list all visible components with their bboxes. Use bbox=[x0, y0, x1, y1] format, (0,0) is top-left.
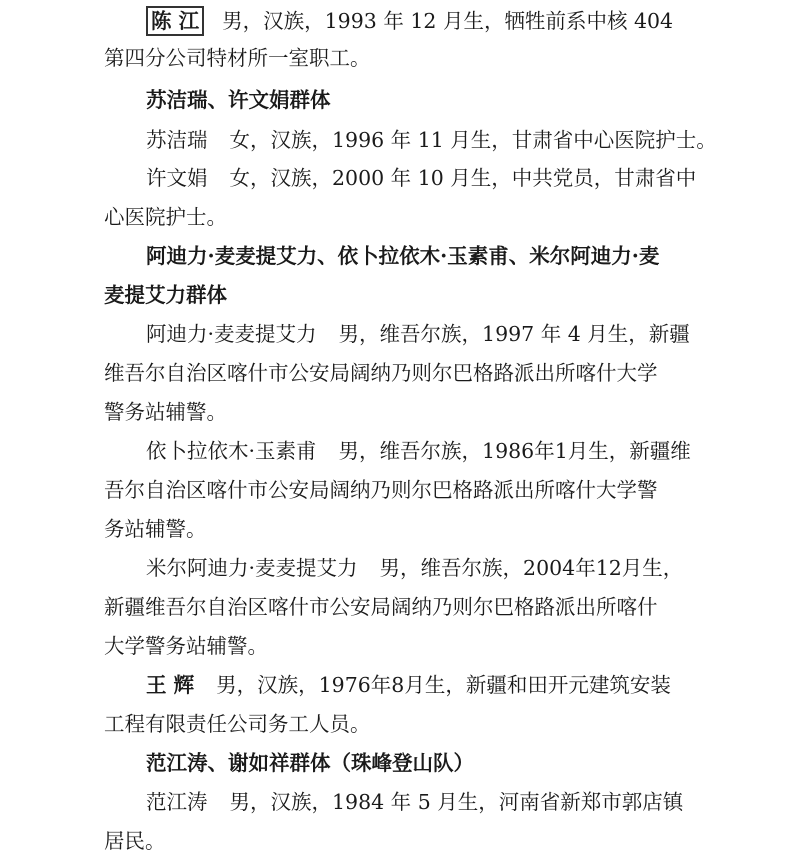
group-heading: 范江涛、谢如祥群体（珠峰登山队） bbox=[146, 751, 474, 775]
group-heading-line2: 麦提艾力群体 bbox=[104, 283, 227, 307]
entry-adili-line3: 警务站辅警。 bbox=[104, 400, 227, 424]
entry-fanjiangtao-line2: 居民。 bbox=[104, 829, 166, 853]
entry-xuwenjuan-line2: 心医院护士。 bbox=[104, 205, 227, 229]
person-name: 依卜拉依木·玉素甫 bbox=[146, 439, 317, 463]
person-name: 王 辉 bbox=[146, 673, 195, 697]
group-heading-line1: 阿迪力·麦麦提艾力、依卜拉依木·玉素甫、米尔阿迪力·麦 bbox=[146, 244, 660, 268]
entry-chenjiang-line2: 第四分公司特材所一室职工。 bbox=[104, 46, 371, 70]
person-name: 许文娟 bbox=[146, 166, 208, 190]
person-name: 米尔阿迪力·麦麦提艾力 bbox=[146, 556, 358, 580]
entry-adili-line1 bbox=[0, 321, 793, 347]
entry-text: 女，汉族，2000 年 10 月生，中共党员，甘肃省中 bbox=[229, 166, 697, 190]
entry-xuwenjuan-line1 bbox=[0, 165, 793, 191]
entry-fanjiangtao-line1 bbox=[0, 789, 793, 815]
person-name: 阿迪力·麦麦提艾力 bbox=[146, 322, 317, 346]
entry-mieradili-line3: 大学警务站辅警。 bbox=[104, 634, 268, 658]
entry-text: 男，维吾尔族，2004年12月生， bbox=[379, 556, 684, 580]
entry-yibulayimu-line2: 吾尔自治区喀什市公安局阔纳乃则尔巴格路派出所喀什大学警 bbox=[104, 478, 658, 502]
entry-mieradili-line2: 新疆维吾尔自治区喀什市公安局阔纳乃则尔巴格路派出所喀什 bbox=[104, 595, 658, 619]
entry-wanghui-line2: 工程有限责任公司务工人员。 bbox=[104, 712, 371, 736]
person-name: 苏洁瑞 bbox=[146, 128, 208, 152]
group-heading: 苏洁瑞、许文娟群体 bbox=[146, 88, 331, 112]
entry-text: 女，汉族，1996 年 11 月生，甘肃省中心医院护士。 bbox=[229, 128, 717, 152]
entry-sujierui-line1 bbox=[0, 127, 793, 153]
person-name: 范江涛 bbox=[146, 790, 208, 814]
entry-mieradili-line1 bbox=[0, 555, 793, 581]
entry-chenjiang-line1 bbox=[0, 6, 793, 36]
entry-text: 男，汉族，1993 年 12 月生，牺牲前系中核 404 bbox=[222, 9, 674, 33]
entry-adili-line2: 维吾尔自治区喀什市公安局阔纳乃则尔巴格路派出所喀什大学 bbox=[104, 361, 658, 385]
entry-text: 男，维吾尔族，1997 年 4 月生，新疆 bbox=[338, 322, 690, 346]
entry-wanghui-line1 bbox=[0, 672, 793, 698]
entry-text: 男，维吾尔族，1986年1月生，新疆维 bbox=[338, 439, 691, 463]
entry-text: 男，汉族，1976年8月生，新疆和田开元建筑安装 bbox=[216, 673, 671, 697]
entry-text: 男，汉族，1984 年 5 月生，河南省新郑市郭店镇 bbox=[229, 790, 684, 814]
entry-yibulayimu-line3: 务站辅警。 bbox=[104, 517, 207, 541]
entry-yibulayimu-line1 bbox=[0, 438, 793, 464]
highlighted-name: 陈 江 bbox=[146, 6, 204, 36]
